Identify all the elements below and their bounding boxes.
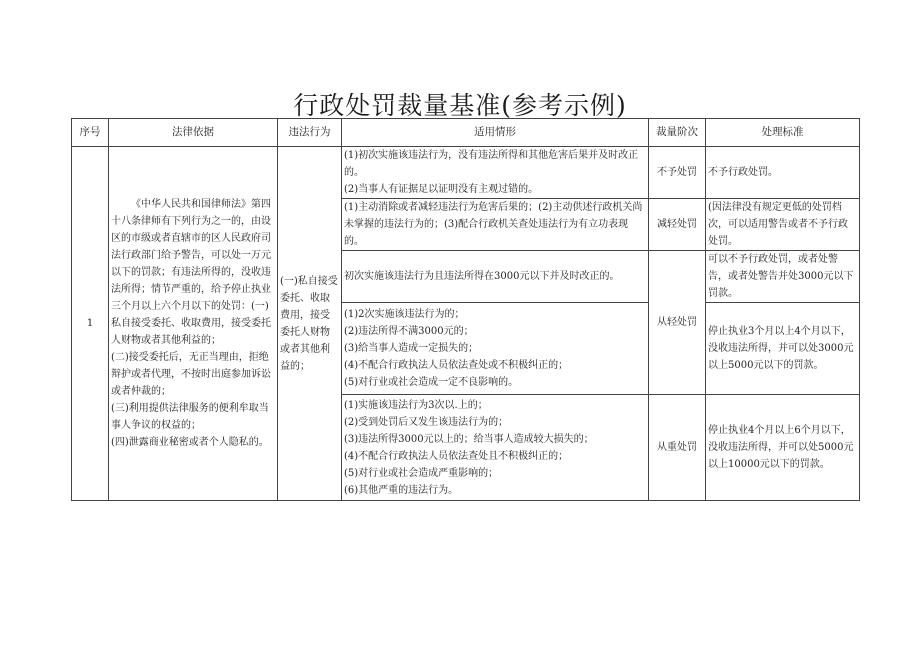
case-line: 初次实施该违法行为且违法所得在3000元以下并及时改正的。 [344,271,620,282]
case-line: (1)2次实施该违法行为的； [344,309,465,320]
case-line: (5)对行业或社会造成严重影响的； [344,467,499,479]
case-line: (1)初次实施该违法行为，没有违法所得和其他危害后果并及时改正的。 [344,150,639,178]
legal-basis-cell [109,147,278,501]
table-header-row [72,119,860,147]
case-cell-lighter-first [342,251,649,303]
legal-basis-item-4: (四)泄露商业秘密或者个人隐私的。 [111,437,269,448]
table-row [72,147,860,199]
case-cell-lighter [342,303,649,395]
case-line: (5)对行业或社会造成一定不良影响的。 [344,377,519,388]
case-cell-reduced [342,199,649,251]
penalty-table [71,118,860,501]
header-discretion-level: 裁量阶次 [649,119,706,147]
level-lighter: 从轻处罚 [649,251,706,395]
case-line: (2)违法所得不满3000元的； [344,326,474,337]
legal-basis-item-2: (二)接受委托后，无正当理由，拒绝辩护或者代理，不按时出庭参加诉讼或者仲裁的； [111,352,271,397]
case-line: (1)主动消除或者减轻违法行为危害后果的；(2)主动供述行政机关尚未掌握的违法行为的；(3)配合行政机关查处违法行为有立功表现的。 [344,202,643,247]
case-cell-heavier [342,395,649,501]
seq-cell: 1 [72,147,109,501]
level-heavier: 从重处罚 [649,395,706,501]
case-line: (3)违法所得3000元以上的；给当事人造成较大损失的； [344,433,594,445]
header-legal-basis: 法律依据 [109,119,278,147]
standard-reduced: (因法律没有规定更低的处罚档次，可以适用警告或者不予行政处罚。 [706,199,860,251]
case-line: (1)实施该违法行为3次以.上的； [344,399,488,411]
standard-lighter: 停止执业3个月以上4个月以下，没收违法所得，并可以处3000元以上5000元以下的罚款。 [706,303,860,395]
header-handling-standard: 处理标准 [706,119,860,147]
page-title: 行政处罚裁量基准(参考示例) [293,91,627,120]
case-line: (3)给当事人造成一定损失的； [344,343,479,354]
legal-basis-main: 《中华人民共和国律师法》第四十八条律师有下列行为之一的，由设区的市级或者直辖市的区人民政府司法行政部门给予警告，可以处一万元以下的罚款；有违法所得的，没收违法所得；情节严重的，给予停止执业三个月以上六个月以下的处罚：(一)私自接受委托、收取费用，接受委托人财物或者其他利益的； [111,199,271,346]
case-line: (6)其他严重的违法行为。 [344,484,459,496]
header-seq: 序号 [72,119,109,147]
header-applicable-case: 适用情形 [342,119,649,147]
case-line: (4)不配合行政执法人员依法查处或不积极纠正的； [344,360,569,371]
violation-cell: (一)私自接受委托、收取费用，接受委托人财物或者其他利益的； [278,147,342,501]
header-violation: 违法行为 [278,119,342,147]
standard-heavier: 停止执业4个月以上6个月以下，没收违法所得，并可以处5000元以上10000元以下的罚款。 [706,395,860,501]
case-line: (4)不配合行政执法人员依法查处且不积极纠正的； [344,450,569,462]
standard-lighter-first: 可以不予行政处罚，或者处警告，或者处警告并处3000元以下罚款。 [706,251,860,303]
legal-basis-item-3: (三)利用提供法律服务的便利牟取当事人争议的权益的； [111,403,269,431]
case-cell-no-penalty [342,147,649,199]
case-line: (2)受到处罚后又发生该违法行为的； [344,416,509,428]
level-reduced: 减轻处罚 [649,199,706,251]
level-no-penalty: 不予处罚 [649,147,706,199]
case-line: (2)当事人有证据足以证明没有主观过错的。 [344,184,539,195]
standard-no-penalty: 不予行政处罚。 [706,147,860,199]
